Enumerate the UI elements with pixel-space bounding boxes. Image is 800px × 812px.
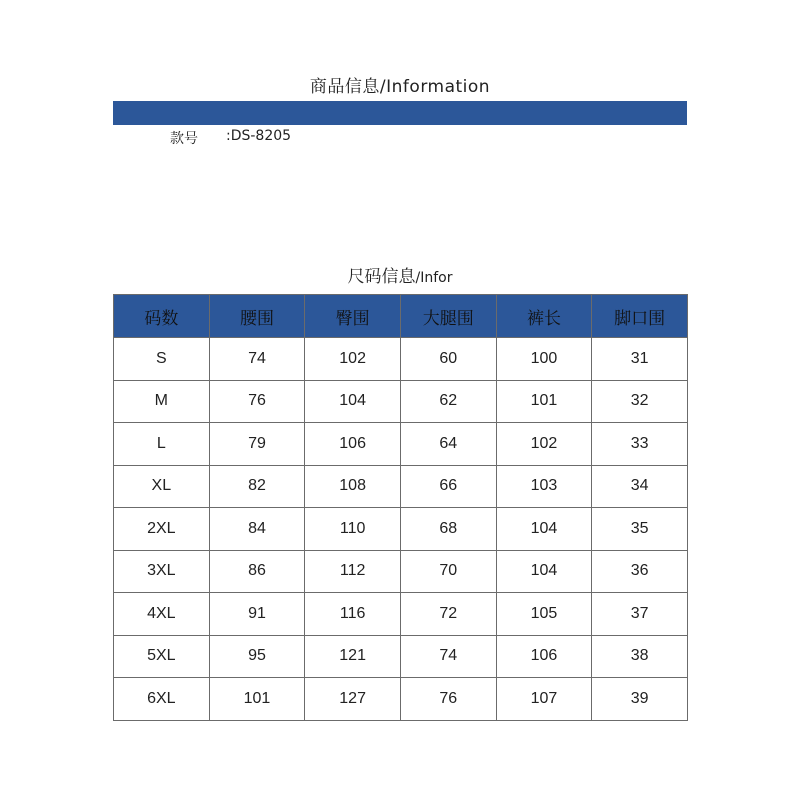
table-row	[114, 593, 688, 636]
cell-waist: 74	[209, 338, 305, 381]
cell-hip: 110	[305, 508, 401, 551]
cell-waist: 76	[209, 380, 305, 423]
cell-thigh: 72	[400, 593, 496, 636]
cell-thigh: 68	[400, 508, 496, 551]
header-waist: 腰围	[209, 295, 305, 338]
cell-hip: 104	[305, 380, 401, 423]
cell-size: 6XL	[114, 678, 210, 721]
cell-hip: 106	[305, 423, 401, 466]
cell-waist: 91	[209, 593, 305, 636]
header-pants-length: 裤长	[496, 295, 592, 338]
cell-thigh: 62	[400, 380, 496, 423]
cell-thigh: 70	[400, 550, 496, 593]
cell-hip: 102	[305, 338, 401, 381]
cell-size: 3XL	[114, 550, 210, 593]
style-number-label: 款号	[170, 131, 198, 147]
cell-waist: 84	[209, 508, 305, 551]
cell-thigh: 76	[400, 678, 496, 721]
table-row	[114, 465, 688, 508]
table-row	[114, 338, 688, 381]
cell-leg-opening: 36	[592, 550, 688, 593]
cell-size: 4XL	[114, 593, 210, 636]
style-number-row	[170, 128, 291, 148]
cell-leg-opening: 34	[592, 465, 688, 508]
size-info-title-cn: 尺码信息	[347, 267, 416, 287]
cell-thigh: 74	[400, 635, 496, 678]
cell-leg-opening: 31	[592, 338, 688, 381]
cell-size: XL	[114, 465, 210, 508]
cell-pants-length: 104	[496, 550, 592, 593]
style-number-value: :DS-8205	[226, 128, 292, 144]
cell-hip: 112	[305, 550, 401, 593]
table-row	[114, 550, 688, 593]
cell-thigh: 66	[400, 465, 496, 508]
cell-pants-length: 106	[496, 635, 592, 678]
cell-pants-length: 107	[496, 678, 592, 721]
size-chart-table	[113, 294, 688, 721]
cell-waist: 95	[209, 635, 305, 678]
cell-pants-length: 100	[496, 338, 592, 381]
cell-leg-opening: 38	[592, 635, 688, 678]
header-size: 码数	[114, 295, 210, 338]
cell-pants-length: 105	[496, 593, 592, 636]
size-info-title	[0, 262, 800, 287]
cell-size: M	[114, 380, 210, 423]
table-row	[114, 423, 688, 466]
size-info-title-en: /Infor	[415, 270, 453, 286]
header-leg-opening: 脚口围	[592, 295, 688, 338]
size-table-header-row	[114, 295, 688, 338]
product-info-title: 商品信息/Information	[309, 77, 491, 97]
cell-leg-opening: 33	[592, 423, 688, 466]
cell-hip: 121	[305, 635, 401, 678]
cell-size: 2XL	[114, 508, 210, 551]
cell-hip: 108	[305, 465, 401, 508]
table-row	[114, 380, 688, 423]
cell-leg-opening: 37	[592, 593, 688, 636]
cell-size: 5XL	[114, 635, 210, 678]
product-info-bar	[113, 101, 687, 125]
table-row	[114, 635, 688, 678]
header-thigh: 大腿围	[400, 295, 496, 338]
cell-size: L	[114, 423, 210, 466]
cell-pants-length: 101	[496, 380, 592, 423]
cell-waist: 101	[209, 678, 305, 721]
cell-leg-opening: 39	[592, 678, 688, 721]
cell-pants-length: 102	[496, 423, 592, 466]
cell-leg-opening: 32	[592, 380, 688, 423]
cell-pants-length: 104	[496, 508, 592, 551]
cell-hip: 127	[305, 678, 401, 721]
cell-size: S	[114, 338, 210, 381]
cell-waist: 79	[209, 423, 305, 466]
cell-thigh: 64	[400, 423, 496, 466]
cell-leg-opening: 35	[592, 508, 688, 551]
cell-waist: 86	[209, 550, 305, 593]
table-row	[114, 678, 688, 721]
header-hip: 臀围	[305, 295, 401, 338]
cell-waist: 82	[209, 465, 305, 508]
table-row	[114, 508, 688, 551]
cell-pants-length: 103	[496, 465, 592, 508]
cell-thigh: 60	[400, 338, 496, 381]
cell-hip: 116	[305, 593, 401, 636]
